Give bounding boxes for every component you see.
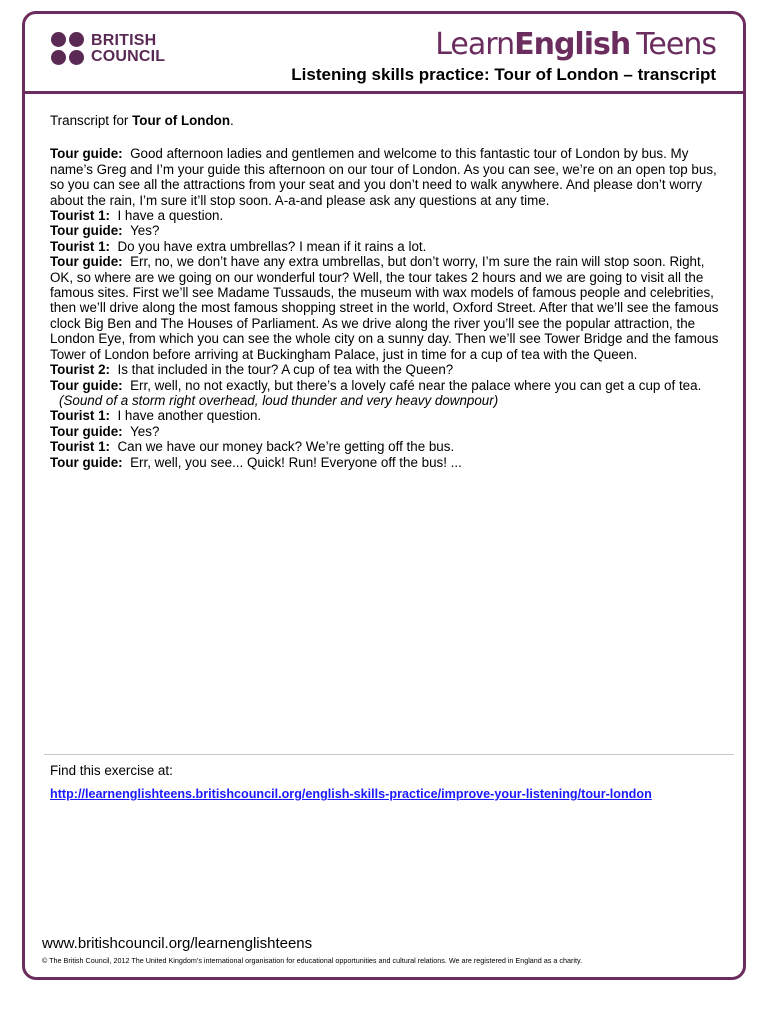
footer-divider (44, 754, 734, 755)
dialogue-line (50, 254, 730, 362)
line-text: Do you have extra umbrellas? I mean if it rains a lot. (117, 238, 427, 254)
speaker-label: Tour guide: (50, 146, 123, 162)
speaker-label: Tourist 2: (50, 362, 111, 378)
dialogue-line (50, 455, 730, 470)
british-council-wordmark: BRITISH COUNCIL (91, 31, 166, 65)
copyright-notice: © The British Council, 2012 The United Kingdom’s international organisation for educational opportunities and cultural relations. We are registered in England as a charity. (42, 956, 583, 965)
speaker-label: Tourist 1: (50, 439, 111, 455)
dialogue-line (50, 378, 730, 393)
transcript-intro: Transcript for Tour of London. (50, 113, 234, 128)
line-text: Can we have our money back? We’re getting off the bus. (117, 439, 455, 455)
line-text: Err, no, we don’t have any extra umbrellas, but don’t worry, I’m sure the rain will stop soon. Right, OK, so where are we going on our wonderful tour? Well, the tour takes 2 hours and we are going to visit all the famous sites. First we’ll see Madame Tussauds, the museum with wax models of famous people and celebrities, then we’ll drive along the most famous shopping street in the world, Oxford Street. After that we’ll see the famous clock Big Ben and The Houses of Parliament. As we drive along the river you’ll see the popular attraction, the London Eye, from which you can see the whole city on a sunny day. Then we’ll see Tower Bridge and the famous Tower of London before arriving at Buckingham Palace, just in time for a cup of tea with the Queen. (50, 254, 719, 362)
line-text: Yes? (130, 423, 160, 439)
line-text: Good afternoon ladies and gentlemen and welcome to this fantastic tour of London by bus. My name’s Greg and I’m your guide this afternoon on our tour of London. As you can see, we’re on an open top bus, so you can see all the attractions from your seat and you don’t need to walk anywhere. And please don’t worry about the rain, I’m sure it’ll stop soon. A-a-and please ask any questions at any time. (50, 146, 717, 208)
page-title: Listening skills practice: Tour of London – transcript (291, 65, 716, 84)
site-url: www.britishcouncil.org/learnenglishteens (42, 935, 313, 952)
british-council-logo (51, 32, 165, 65)
speaker-label: Tourist 1: (50, 208, 111, 224)
transcript-body (50, 113, 730, 470)
find-exercise-label: Find this exercise at: (50, 763, 173, 778)
dialogue (50, 146, 730, 393)
speaker-label: Tourist 1: (50, 238, 111, 254)
line-text: Err, well, no not exactly, but there’s a lovely café near the palace where you can get a cup of tea. (130, 377, 702, 393)
speaker-label: Tour guide: (50, 454, 123, 470)
line-text: Yes? (130, 223, 160, 239)
header-divider (22, 91, 746, 94)
dialogue-end (50, 408, 730, 470)
speaker-label: Tour guide: (50, 423, 123, 439)
speaker-label: Tourist 1: (50, 408, 111, 424)
line-text: I have a question. (117, 208, 224, 224)
dialogue-line (50, 439, 730, 454)
transcript-title: Tour of London (132, 113, 231, 128)
learnenglish-teens-logo: LearnEnglish Teens (435, 27, 716, 62)
dialogue-line (50, 362, 730, 377)
british-council-dots-icon (51, 32, 84, 65)
line-text: Err, well, you see... Quick! Run! Everyone off the bus! ... (130, 454, 462, 470)
exercise-link[interactable]: http://learnenglishteens.britishcouncil.org/english-skills-practice/improve-your-listening/tour-london (50, 787, 652, 801)
speaker-label: Tour guide: (50, 223, 123, 239)
dialogue-line (50, 223, 730, 238)
line-text: I have another question. (117, 408, 262, 424)
dialogue-line (50, 239, 730, 254)
speaker-label: Tour guide: (50, 254, 123, 270)
line-text: Is that included in the tour? A cup of tea with the Queen? (117, 362, 454, 378)
dialogue-line (50, 208, 730, 223)
sound-effect-note: (Sound of a storm right overhead, loud thunder and very heavy downpour) (59, 392, 499, 408)
dialogue-line (50, 146, 730, 208)
dialogue-line (50, 408, 730, 423)
dialogue-line (50, 424, 730, 439)
speaker-label: Tour guide: (50, 377, 123, 393)
